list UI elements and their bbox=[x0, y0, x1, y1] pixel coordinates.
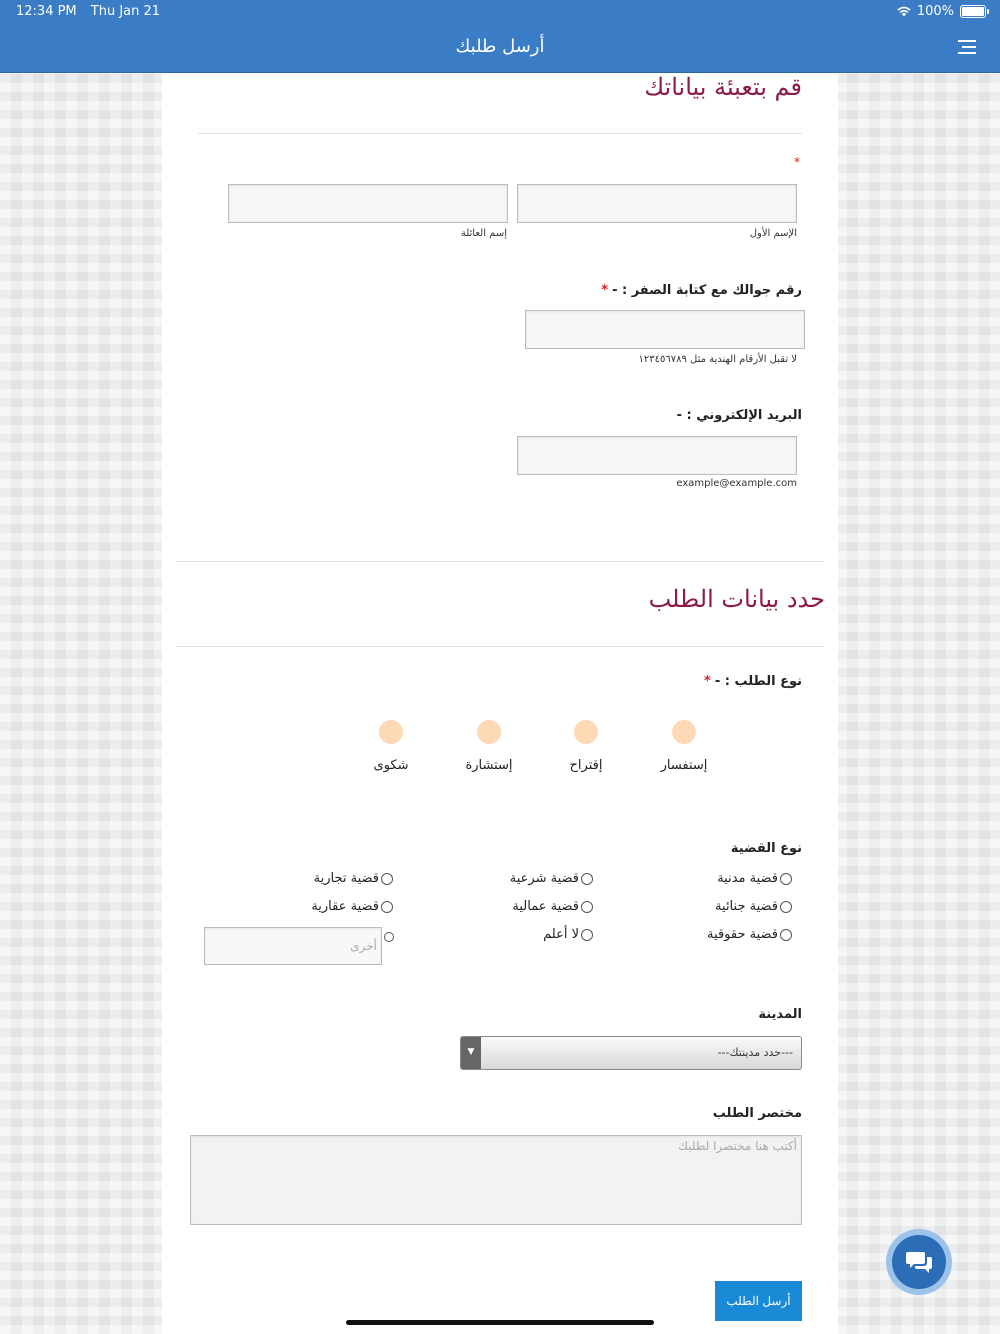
case-type-option[interactable] bbox=[715, 899, 792, 914]
section2-heading: حدد بيانات الطلب bbox=[648, 585, 825, 613]
radio-circle[interactable] bbox=[780, 929, 792, 941]
summary-label: مختصر الطلب bbox=[712, 1106, 802, 1121]
radio-dot[interactable] bbox=[379, 720, 403, 744]
divider bbox=[175, 646, 825, 647]
case-type-other-radio[interactable] bbox=[384, 932, 394, 942]
summary-textarea[interactable] bbox=[190, 1135, 802, 1225]
option-label: قضية تجارية bbox=[313, 871, 379, 886]
first-name-input[interactable] bbox=[517, 184, 797, 223]
case-type-option[interactable] bbox=[510, 871, 593, 886]
case-type-option[interactable] bbox=[314, 871, 393, 886]
request-type-complaint[interactable] bbox=[356, 720, 426, 773]
radio-circle[interactable] bbox=[780, 873, 792, 885]
menu-icon[interactable] bbox=[958, 40, 976, 54]
battery-percent: 100% bbox=[916, 4, 954, 19]
chat-icon bbox=[892, 1235, 946, 1289]
request-type-consultation[interactable] bbox=[454, 720, 524, 773]
battery-icon bbox=[960, 5, 986, 18]
case-type-option[interactable] bbox=[543, 927, 593, 942]
option-label: قضية مدنية bbox=[717, 871, 778, 886]
first-name-label: الإسم الأول bbox=[749, 228, 797, 239]
last-name-input[interactable] bbox=[228, 184, 508, 223]
other-placeholder: أخرى bbox=[350, 939, 377, 953]
choice-label: إقتراح bbox=[569, 758, 603, 773]
radio-circle[interactable] bbox=[581, 873, 593, 885]
required-mark: * bbox=[704, 674, 711, 689]
divider bbox=[175, 561, 825, 562]
dropdown-arrow-icon: ▼ bbox=[461, 1037, 481, 1069]
status-time: 12:34 PM bbox=[16, 4, 77, 19]
city-select[interactable] bbox=[460, 1036, 802, 1070]
option-label: قضية عمالية bbox=[512, 899, 579, 914]
option-label: قضية عقارية bbox=[311, 899, 379, 914]
phone-hint: لا تقبل الأرقام الهندية مثل ١٢٣٤٥٦٧٨٩ bbox=[638, 354, 797, 365]
submit-button[interactable]: أرسل الطلب bbox=[715, 1281, 802, 1321]
choice-label: شكوى bbox=[373, 758, 409, 773]
radio-circle[interactable] bbox=[381, 901, 393, 913]
request-type-inquiry[interactable] bbox=[649, 720, 719, 773]
radio-circle[interactable] bbox=[780, 901, 792, 913]
divider bbox=[198, 133, 802, 134]
status-date: Thu Jan 21 bbox=[90, 4, 161, 19]
case-type-other-input[interactable] bbox=[204, 927, 382, 965]
radio-dot[interactable] bbox=[477, 720, 501, 744]
phone-input[interactable] bbox=[525, 310, 805, 349]
radio-circle[interactable] bbox=[581, 929, 593, 941]
email-hint: example@example.com bbox=[676, 478, 797, 489]
choice-label: إستفسار bbox=[660, 758, 708, 773]
phone-label-row bbox=[601, 283, 802, 298]
radio-dot[interactable] bbox=[574, 720, 598, 744]
case-type-option[interactable] bbox=[717, 871, 792, 886]
case-type-option[interactable] bbox=[707, 927, 792, 942]
last-name-label: إسم العائلة bbox=[460, 228, 507, 239]
option-label: قضية جنائية bbox=[715, 899, 778, 914]
choice-label: إستشارة bbox=[465, 758, 513, 773]
required-mark: * bbox=[794, 155, 800, 169]
case-type-option[interactable] bbox=[311, 899, 393, 914]
case-type-option[interactable] bbox=[512, 899, 593, 914]
nav-bar bbox=[0, 24, 1000, 73]
summary-placeholder: أكتب هنا مختصرا لطلبك bbox=[678, 1139, 797, 1153]
radio-circle[interactable] bbox=[581, 901, 593, 913]
section1-heading: قم بتعبئة بياناتك bbox=[644, 73, 802, 101]
home-indicator bbox=[346, 1320, 654, 1325]
phone-label: رقم جوالك مع كتابة الصفر : - bbox=[612, 283, 802, 298]
page-title: أرسل طلبك bbox=[455, 36, 545, 57]
request-type-suggestion[interactable] bbox=[551, 720, 621, 773]
form-card bbox=[162, 73, 838, 1334]
option-label: لا أعلم bbox=[543, 927, 579, 942]
city-select-value: ---حدد مدينتك--- bbox=[717, 1046, 793, 1059]
required-mark: * bbox=[601, 283, 609, 298]
email-label: البريد الإلكتروني : - bbox=[676, 408, 802, 423]
option-label: قضية شرعية bbox=[509, 871, 579, 886]
option-label: قضية حقوقية bbox=[707, 927, 778, 942]
case-type-label: نوع القضية bbox=[730, 841, 802, 856]
status-bar bbox=[0, 0, 1000, 24]
city-label: المدينة bbox=[758, 1007, 802, 1022]
radio-circle[interactable] bbox=[381, 873, 393, 885]
request-type-label: نوع الطلب : - bbox=[714, 674, 802, 689]
email-input[interactable] bbox=[517, 436, 797, 475]
request-type-label-row bbox=[704, 674, 802, 689]
radio-dot[interactable] bbox=[672, 720, 696, 744]
wifi-icon bbox=[897, 6, 911, 17]
chat-button[interactable] bbox=[886, 1229, 952, 1295]
